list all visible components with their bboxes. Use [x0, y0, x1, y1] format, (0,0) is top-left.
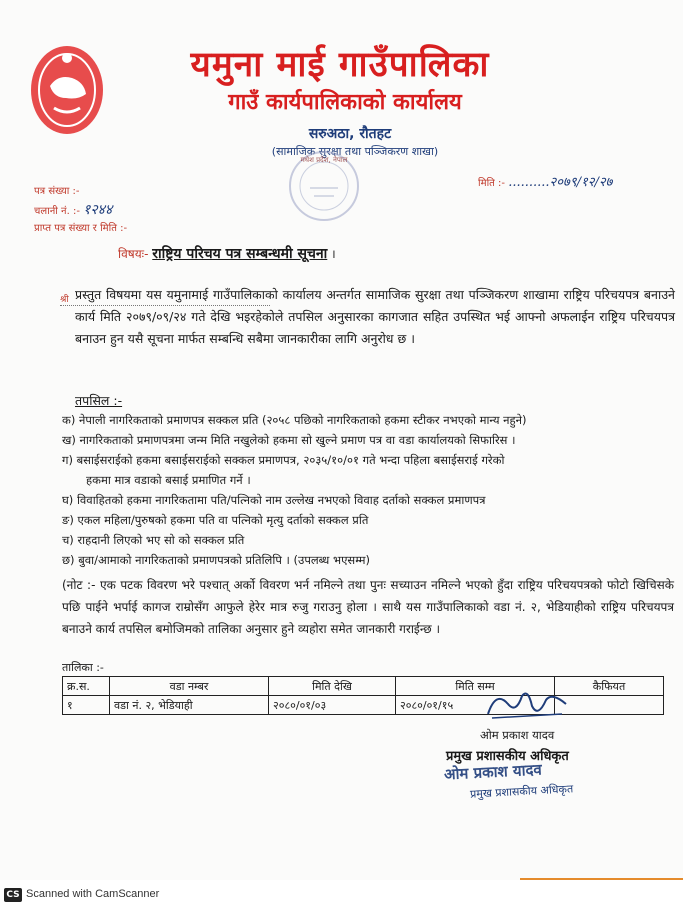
- municipality-title: यमुना माई गाउँपालिका: [190, 45, 490, 85]
- stamp-region-text: मधेश प्रदेश, नेपाल: [300, 156, 348, 164]
- scanner-watermark: Scanned with CamScanner: [26, 888, 160, 900]
- name-stamp: ओम प्रकाश यादव: [443, 760, 543, 784]
- table-header-cell: मिति सम्म: [396, 677, 555, 696]
- date-label: मिति :-: [478, 178, 506, 189]
- title-stamp: प्रमुख प्रशासकीय अधिकृत: [469, 782, 574, 801]
- table-header-cell: मिति देखि: [269, 677, 396, 696]
- office-location: सरुअठा, रौतहट: [308, 126, 392, 142]
- dispatch-number-value: १२४४: [83, 202, 113, 218]
- table-label: तालिका :-: [62, 661, 104, 674]
- department-name: (सामाजिक सुरक्षा तथा पञ्जिकरण शाखा): [271, 145, 439, 158]
- salutation: श्री: [60, 292, 270, 306]
- subject-label: विषयः-: [118, 247, 149, 261]
- table-cell: २०८०/०१/१५: [396, 696, 555, 715]
- note-paragraph: (नोट :- एक पटक विवरण भरे पश्चात् अर्को विवरण भर्न नमिल्ने तथा पुनः सच्याउन नमिल्ने भएको हुँदा राष्ट्रिय परिचयपत्रको फोटो खिचिसके पछि पाईने भर्पाई कागज राम्रोसँग आफुले हेरेर मात्र रुजु गराउनु होला । साथै यस गाउँपालिकाको वडा नं. २, भेडियाहीको राष्ट्रिय परिचयपत्र बनाउने कार्य तपसिल बमोजिमको तालिका अनुसार हुने व्यहोरा समेत जानकारी गराईन्छ ।: [62, 578, 674, 636]
- handwritten-signature-icon: [482, 684, 572, 726]
- dispatch-number-label: चलानी नं. :-: [34, 206, 80, 217]
- list-item: ङ) एकल महिला/पुरुषको हकमा पति वा पत्निको मृत्यु दर्ताको सक्कल प्रति: [62, 513, 369, 527]
- date-value: ..........२०७९/१२/२७: [508, 175, 613, 190]
- table-header-cell: कैफियत: [555, 677, 664, 696]
- table-header-row: [63, 677, 664, 696]
- table-header-cell: क्र.स.: [63, 677, 110, 696]
- subject-text: राष्ट्रिय परिचय पत्र सम्बन्धमी सूचना: [152, 246, 328, 262]
- list-item: क) नेपाली नागरिकताको प्रमाणपत्र सक्कल प्रति (२०५८ पछिको नागरिकताको हकमा स्टीकर नभएको मान्य नहुने): [62, 413, 527, 427]
- tapsil-heading: तपसिल :-: [75, 393, 123, 408]
- camscanner-logo-icon: CS: [4, 888, 22, 902]
- list-item: ख) नागरिकताको प्रमाणपत्रमा जन्म मिति नखुलेको हकमा सो खुल्ने प्रमाण पत्र वा वडा कार्यालयको सिफारिस ।: [62, 433, 516, 447]
- table-cell: १: [63, 696, 110, 715]
- received-ref-row: [34, 220, 127, 234]
- tapsil-list: [62, 410, 672, 570]
- signatory-name: ओम प्रकाश यादव: [480, 728, 555, 742]
- table-header-cell: वडा नम्बर: [110, 677, 269, 696]
- list-item: घ) विवाहितको हकमा नागरिकतामा पति/पत्निको नाम उल्लेख नभएको विवाह दर्ताको सक्कल प्रमाणपत्र: [62, 493, 486, 507]
- subject-end-mark: ।: [331, 247, 336, 261]
- body-paragraph: प्रस्तुत विषयमा यस यमुनामाई गाउँपालिकाको कार्यालय अन्तर्गत सामाजिक सुरक्षा तथा पञ्जिकरण शाखामा राष्ट्रिय परिचयपत्र बनाउने कार्य मिति २०७९/०९/२४ गते देखि भइरहेकोले तपसिल अनुसारका कागजात सहित उपस्थित भई आफ्नो अफलाईन राष्ट्रिय परिचयपत्र बनाउन हुन यसै सूचना मार्फत सम्बन्धि सबैमा जानकारीका लागि अनुरोध छ ।: [75, 287, 675, 346]
- letter-date: [478, 172, 612, 190]
- list-item: च) राहदानी लिएको भए सो को सक्कल प्रति: [62, 533, 245, 547]
- list-item: ग) बसाईसराईको हकमा बसाईसराईको सक्कल प्रमाणपत्र, २०३५/१०/०१ गते भन्दा पहिला बसाईसराई गरेको: [62, 453, 505, 467]
- list-item: छ) बुवा/आमाको नागरिकताको प्रमाणपत्रको प्रतिलिपि । (उपलब्ध भएसम्म): [62, 553, 371, 567]
- ref-number-row: [34, 182, 80, 198]
- table-cell: २०८०/०१/०३: [269, 696, 396, 715]
- dispatch-number-row: [34, 200, 112, 219]
- received-ref-label: प्राप्त पत्र संख्या र मिति :-: [34, 223, 128, 234]
- table-cell: वडा नं. २, भेडियाही: [110, 696, 269, 715]
- signatory-title: प्रमुख प्रशासकीय अधिकृत: [446, 749, 569, 764]
- table-row: [63, 696, 664, 715]
- nepal-emblem-icon: [28, 38, 106, 138]
- office-stamp-icon: [286, 148, 362, 224]
- ref-number-label: पत्र संख्या :-: [34, 186, 80, 197]
- office-title: गाउँ कार्यपालिकाको कार्यालय: [228, 90, 462, 115]
- subject-line: [118, 244, 336, 263]
- list-item: हकमा मात्र वडाको बसाई प्रमाणित गर्ने ।: [86, 473, 251, 487]
- schedule-table: [62, 676, 664, 715]
